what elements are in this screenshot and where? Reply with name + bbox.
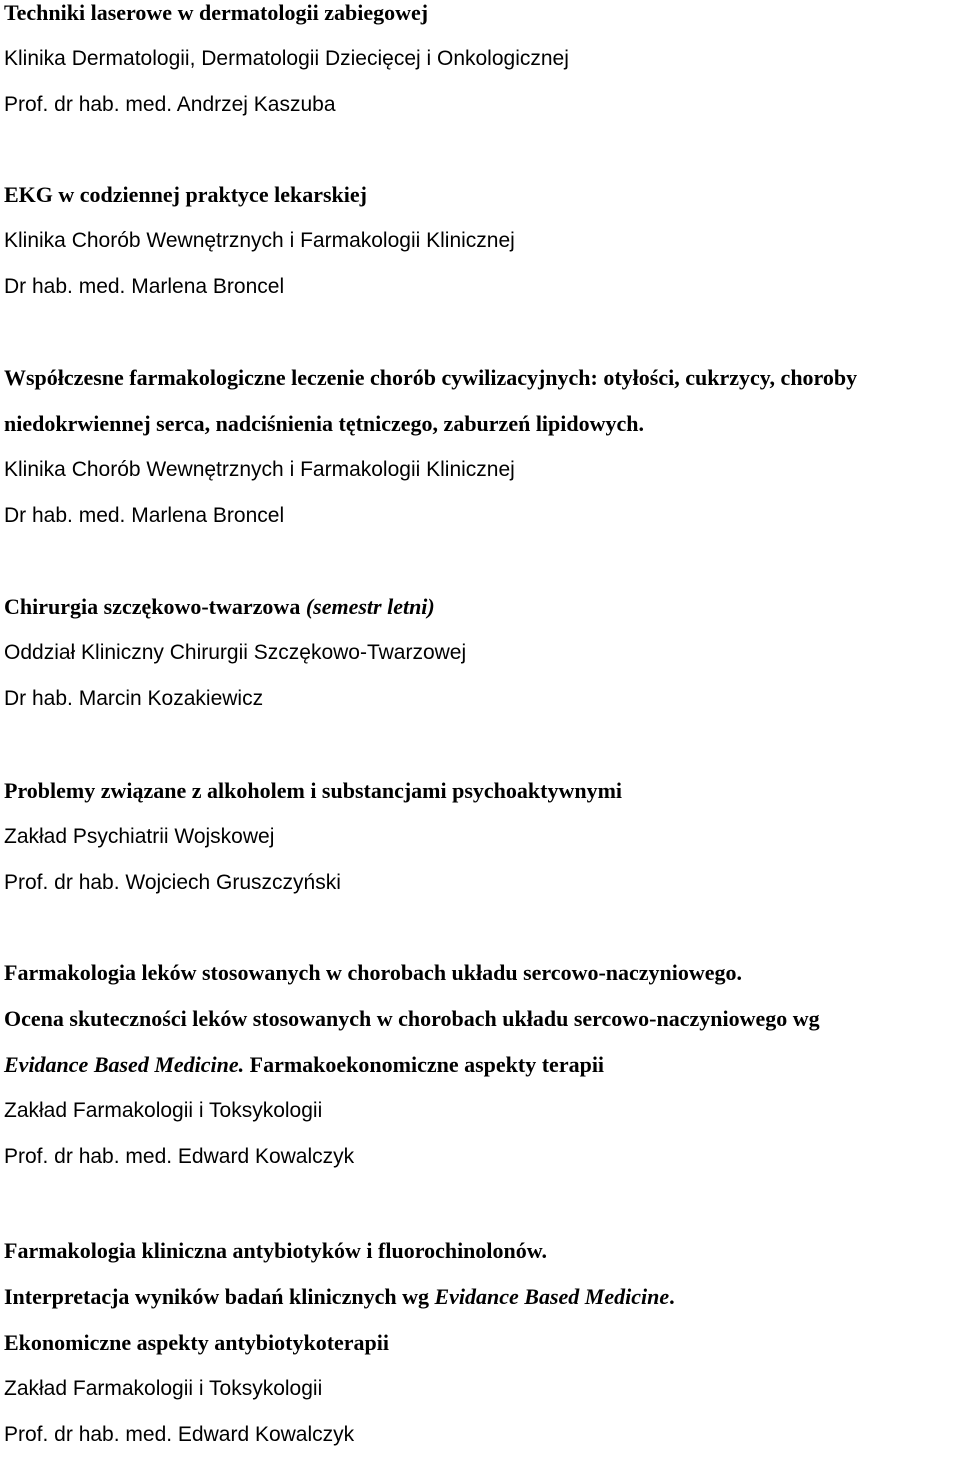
course-title	[4, 594, 956, 640]
course-title: Współczesne farmakologiczne leczenie chorób cywilizacyjnych: otyłości, cukrzycy, choroby	[4, 365, 858, 390]
course-lecturer: Prof. dr hab. med. Andrzej Kaszuba	[4, 93, 336, 116]
course-entry	[4, 0, 956, 138]
course-title: EKG w codziennej praktyce lekarskiej	[4, 182, 367, 207]
course-title-continued: niedokrwiennej serca, nadciśnienia tętniczego, zaburzeń lipidowych.	[4, 411, 645, 436]
course-semester-note: (semestr letni)	[305, 594, 435, 619]
course-department: Zakład Psychiatrii Wojskowej	[4, 825, 275, 848]
course-title-continued	[4, 1052, 956, 1098]
course-department: Klinika Dermatologii, Dermatologii Dziecięcej i Onkologicznej	[4, 47, 569, 70]
course-title-start: Interpretacja wyników badań klinicznych wg	[4, 1284, 435, 1309]
course-lecturer: Dr hab. Marcin Kozakiewicz	[4, 687, 264, 710]
course-department: Zakład Farmakologii i Toksykologii	[4, 1377, 323, 1400]
course-title-end: .	[669, 1284, 675, 1309]
course-entry	[4, 778, 956, 916]
course-title: Farmakologia kliniczna antybiotyków i fluorochinolonów.	[4, 1238, 547, 1263]
course-lecturer: Prof. dr hab. med. Edward Kowalczyk	[4, 1145, 355, 1168]
course-title: Farmakologia leków stosowanych w chorobach układu sercowo-naczyniowego.	[4, 960, 743, 985]
course-lecturer: Prof. dr hab. med. Edward Kowalczyk	[4, 1423, 355, 1446]
course-title: Problemy związane z alkoholem i substancjami psychoaktywnymi	[4, 778, 623, 803]
course-department: Oddział Kliniczny Chirurgii Szczękowo-Twarzowej	[4, 641, 467, 664]
course-entry	[4, 1238, 956, 1468]
course-lecturer: Dr hab. med. Marlena Broncel	[4, 275, 285, 298]
course-title-main: Chirurgia szczękowo-twarzowa	[4, 594, 301, 619]
course-entry	[4, 594, 956, 732]
course-entry	[4, 365, 956, 549]
course-lecturer: Prof. dr hab. Wojciech Gruszczyński	[4, 871, 341, 894]
course-department: Klinika Chorób Wewnętrznych i Farmakologii Klinicznej	[4, 229, 515, 252]
course-title: Techniki laserowe w dermatologii zabiegowej	[4, 0, 429, 25]
ebm-term: Evidance Based Medicine.	[4, 1052, 245, 1077]
course-title-continued	[4, 1284, 956, 1330]
course-department: Klinika Chorób Wewnętrznych i Farmakologii Klinicznej	[4, 458, 515, 481]
course-title-rest: Farmakoekonomiczne aspekty terapii	[244, 1052, 605, 1077]
course-title-continued: Ekonomiczne aspekty antybiotykoterapii	[4, 1330, 390, 1355]
course-lecturer: Dr hab. med. Marlena Broncel	[4, 504, 285, 527]
course-department: Zakład Farmakologii i Toksykologii	[4, 1099, 323, 1122]
ebm-term: Evidance Based Medicine	[434, 1284, 670, 1309]
course-entry	[4, 182, 956, 320]
course-title-continued: Ocena skuteczności leków stosowanych w chorobach układu sercowo-naczyniowego wg	[4, 1006, 820, 1031]
course-entry	[4, 960, 956, 1190]
